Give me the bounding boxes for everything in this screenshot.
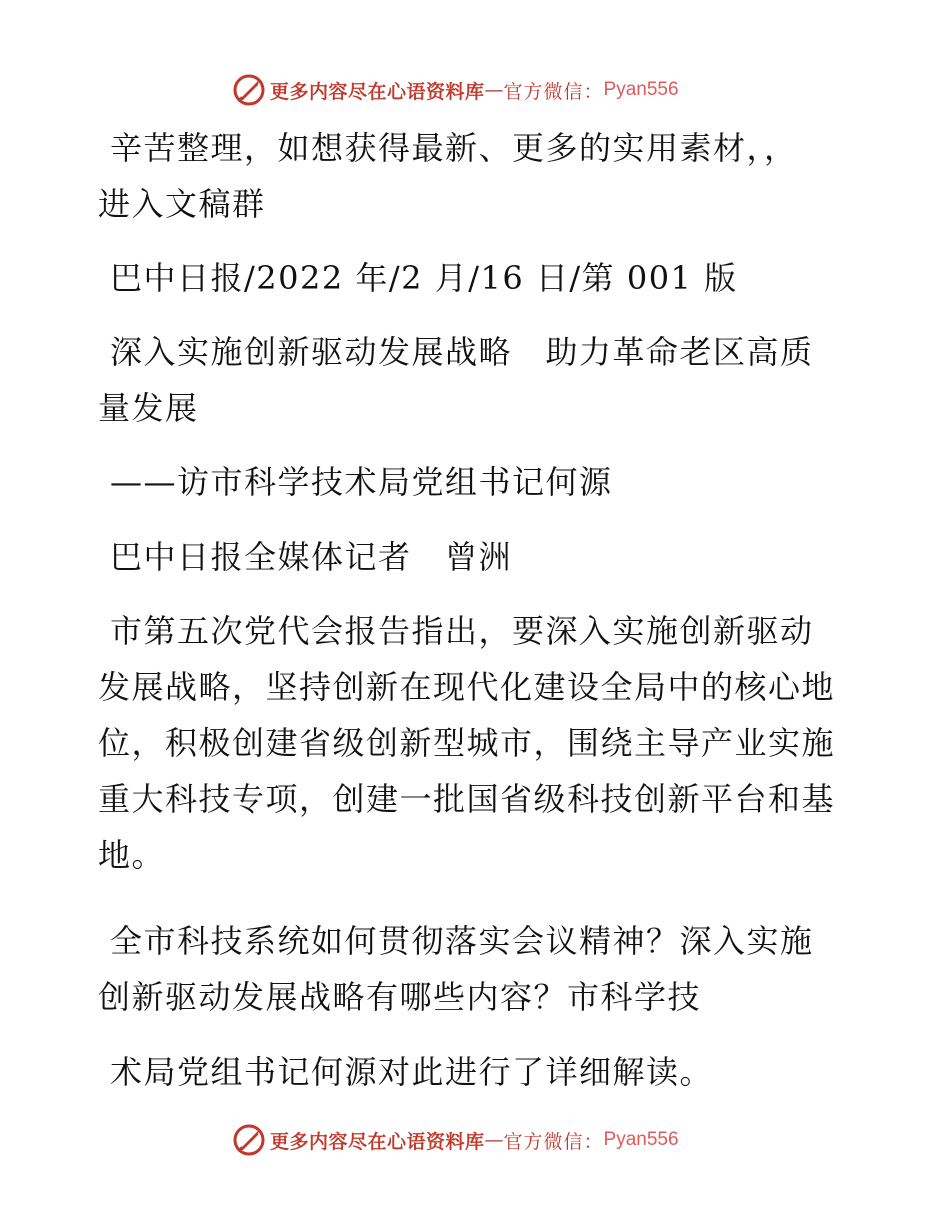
intro-line-2: 进入文稿群 [98,185,266,223]
watermark-wechat-label: 官方微信： [503,1130,604,1153]
paragraph-1-line-5: 地。 [98,836,166,874]
watermark-header [232,72,679,108]
paragraph-1-line-2: 发展战略，坚持创新在现代化建设全局中的核心地 [98,668,836,706]
subtitle: ——访市科学技术局党组书记何源 [110,463,613,501]
paragraph-1-line-1: 市第五次党代会报告指出，要深入实施创新驱动 [110,612,814,650]
headline-line-2: 量发展 [98,389,199,427]
headline-line-1: 深入实施创新驱动发展战略 助力革命老区高质 [110,333,814,371]
watermark-dash: — [484,1129,504,1151]
intro-line-1: 辛苦整理，如想获得最新、更多的实用素材，， [110,129,798,167]
watermark-main-text: 更多内容尽在心语资料库 [270,80,485,103]
watermark-wechat-label: 官方微信： [503,80,604,103]
watermark-wechat-id: Pyan556 [603,1129,679,1150]
quill-logo-icon [232,1123,266,1157]
watermark-main-text: 更多内容尽在心语资料库 [270,1130,485,1153]
watermark-dash: — [484,79,504,101]
paragraph-2-line-2: 创新驱动发展战略有哪些内容？市科学技 [98,978,702,1016]
quill-logo-icon [232,73,266,107]
dateline: 巴中日报/2022 年/2 月/16 日/第 001 版 [110,259,738,297]
paragraph-1-line-3: 位，积极创建省级创新型城市，围绕主导产业实施 [98,724,836,762]
paragraph-1-line-4: 重大科技专项，创建一批国省级科技创新平台和基 [98,780,836,818]
byline: 巴中日报全媒体记者 曾洲 [110,538,513,576]
watermark-footer [232,1122,679,1158]
paragraph-3-line-1: 术局党组书记何源对此进行了详细解读。 [110,1053,714,1091]
paragraph-2-line-1: 全市科技系统如何贯彻落实会议精神？深入实施 [110,922,814,960]
watermark-wechat-id: Pyan556 [603,79,679,100]
